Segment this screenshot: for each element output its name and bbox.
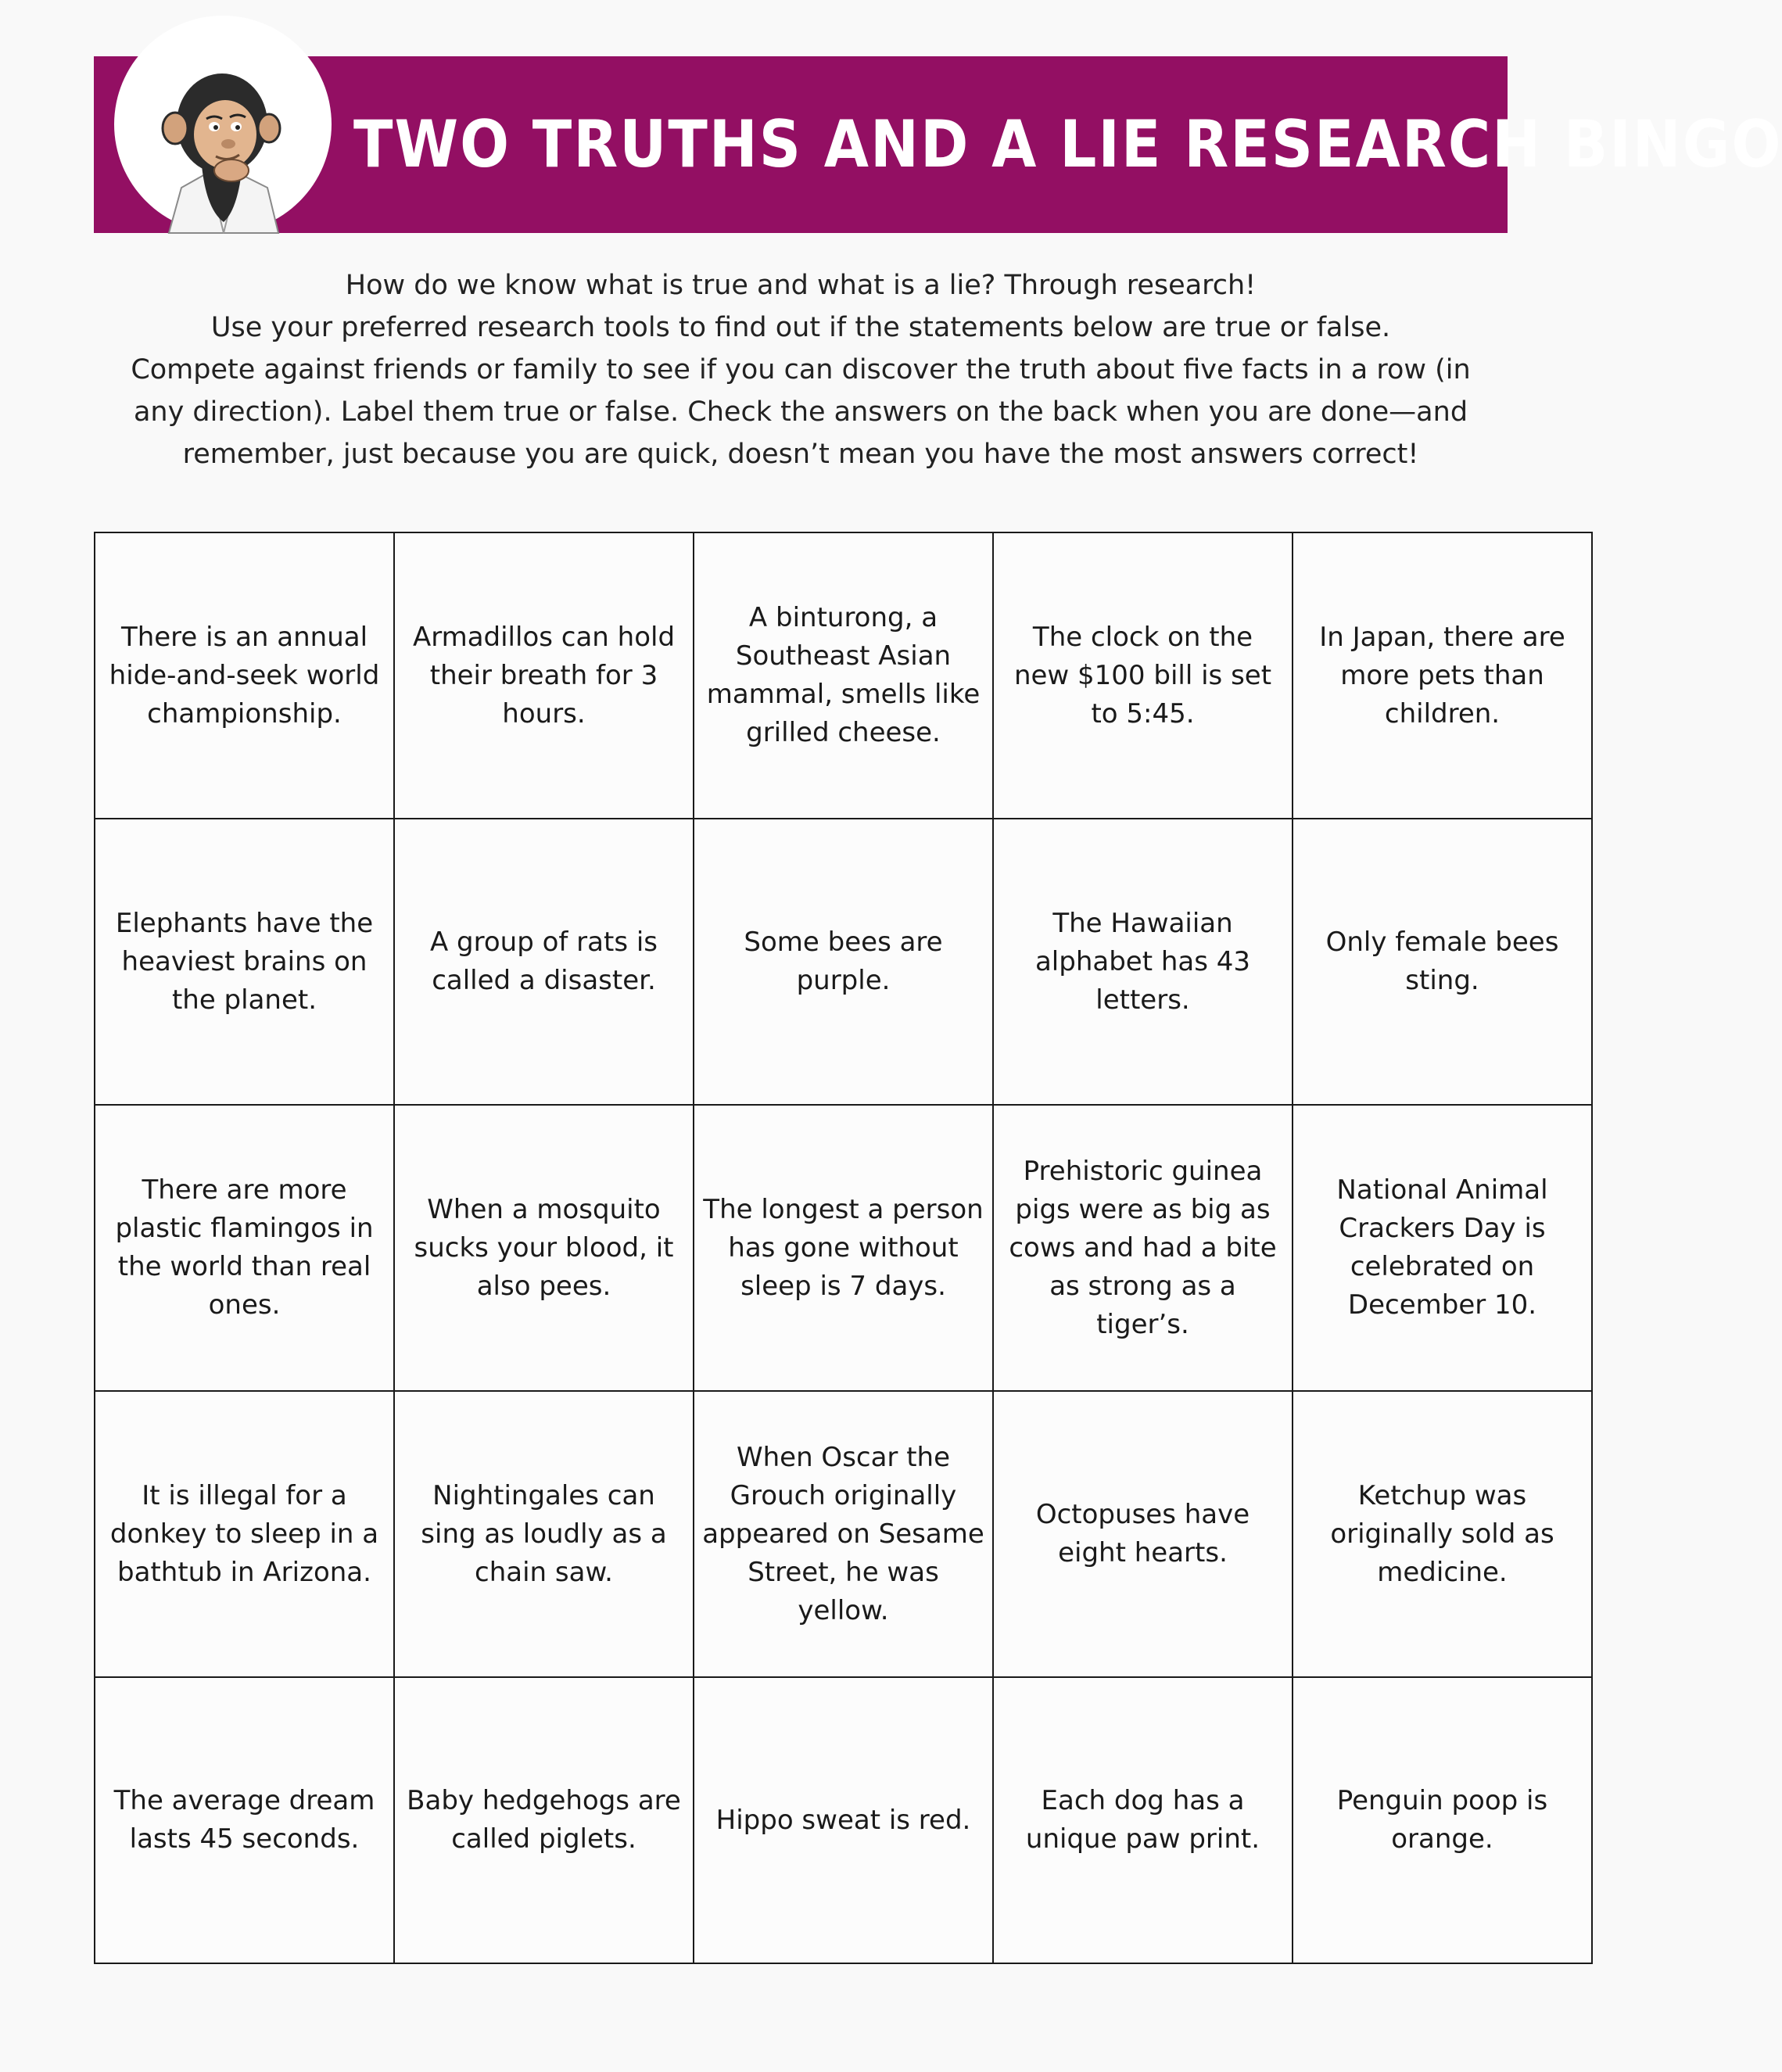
bingo-cell[interactable]: National Animal Crackers Day is celebrated on December 10.	[1293, 1105, 1592, 1391]
bingo-row	[95, 819, 1592, 1105]
bingo-cell[interactable]: There are more plastic flamingos in the world than real ones.	[95, 1105, 394, 1391]
bingo-cell[interactable]: There is an annual hide-and-seek world championship.	[95, 532, 394, 819]
title-banner	[94, 56, 1782, 233]
bingo-cell[interactable]: Each dog has a unique paw print.	[993, 1677, 1293, 1963]
bingo-row	[95, 532, 1592, 819]
bingo-cell[interactable]: Some bees are purple.	[694, 819, 993, 1105]
bingo-cell[interactable]: Penguin poop is orange.	[1293, 1677, 1592, 1963]
bingo-cell[interactable]: It is illegal for a donkey to sleep in a bathtub in Arizona.	[95, 1391, 394, 1677]
bingo-cell[interactable]: When a mosquito sucks your blood, it also pees.	[394, 1105, 694, 1391]
instructions	[94, 264, 1508, 475]
bingo-cell[interactable]: A group of rats is called a disaster.	[394, 819, 694, 1105]
bingo-cell[interactable]: Octopuses have eight hearts.	[993, 1391, 1293, 1677]
bingo-cell[interactable]: Ketchup was originally sold as medicine.	[1293, 1391, 1592, 1677]
bingo-cell[interactable]: Armadillos can hold their breath for 3 hours.	[394, 532, 694, 819]
bingo-cell[interactable]: When Oscar the Grouch originally appeared on Sesame Street, he was yellow.	[694, 1391, 993, 1677]
bingo-cell[interactable]: The Hawaiian alphabet has 43 letters.	[993, 819, 1293, 1105]
bingo-cell[interactable]: Baby hedgehogs are called piglets.	[394, 1677, 694, 1963]
bingo-row	[95, 1677, 1592, 1963]
chimpanzee-mascot-icon	[114, 56, 332, 233]
bingo-cell[interactable]: In Japan, there are more pets than children.	[1293, 532, 1592, 819]
bingo-grid	[94, 532, 1593, 1964]
bingo-cell[interactable]: Hippo sweat is red.	[694, 1677, 993, 1963]
bingo-cell[interactable]: The average dream lasts 45 seconds.	[95, 1677, 394, 1963]
bingo-cell[interactable]: The clock on the new $100 bill is set to 5:45.	[993, 532, 1293, 819]
bingo-cell[interactable]: Nightingales can sing as loudly as a chain saw.	[394, 1391, 694, 1677]
instructions-line-1: How do we know what is true and what is a lie? Through research!	[345, 270, 1257, 301]
bingo-row	[95, 1391, 1592, 1677]
bingo-cell[interactable]: The longest a person has gone without sleep is 7 days.	[694, 1105, 993, 1391]
bingo-cell[interactable]: Only female bees sting.	[1293, 819, 1592, 1105]
page-title: TWO TRUTHS AND A LIE RESEARCH BINGO	[353, 106, 1782, 183]
bingo-row	[95, 1105, 1592, 1391]
bingo-cell[interactable]: Elephants have the heaviest brains on the planet.	[95, 819, 394, 1105]
worksheet-page	[94, 56, 1782, 1855]
bingo-cell[interactable]: Prehistoric guinea pigs were as big as cows and had a bite as strong as a tiger’s.	[993, 1105, 1293, 1391]
instructions-line-2: Use your preferred research tools to find out if the statements below are true or false.	[210, 312, 1391, 343]
instructions-line-3: Compete against friends or family to see if you can discover the truth about five facts in a row (in any direction). Label them true or false. Check the answers on the back when you are done—and remember, just because you are quick, doesn’t mean you have the most answers correct!	[131, 354, 1471, 470]
bingo-cell[interactable]: A binturong, a Southeast Asian mammal, smells like grilled cheese.	[694, 532, 993, 819]
